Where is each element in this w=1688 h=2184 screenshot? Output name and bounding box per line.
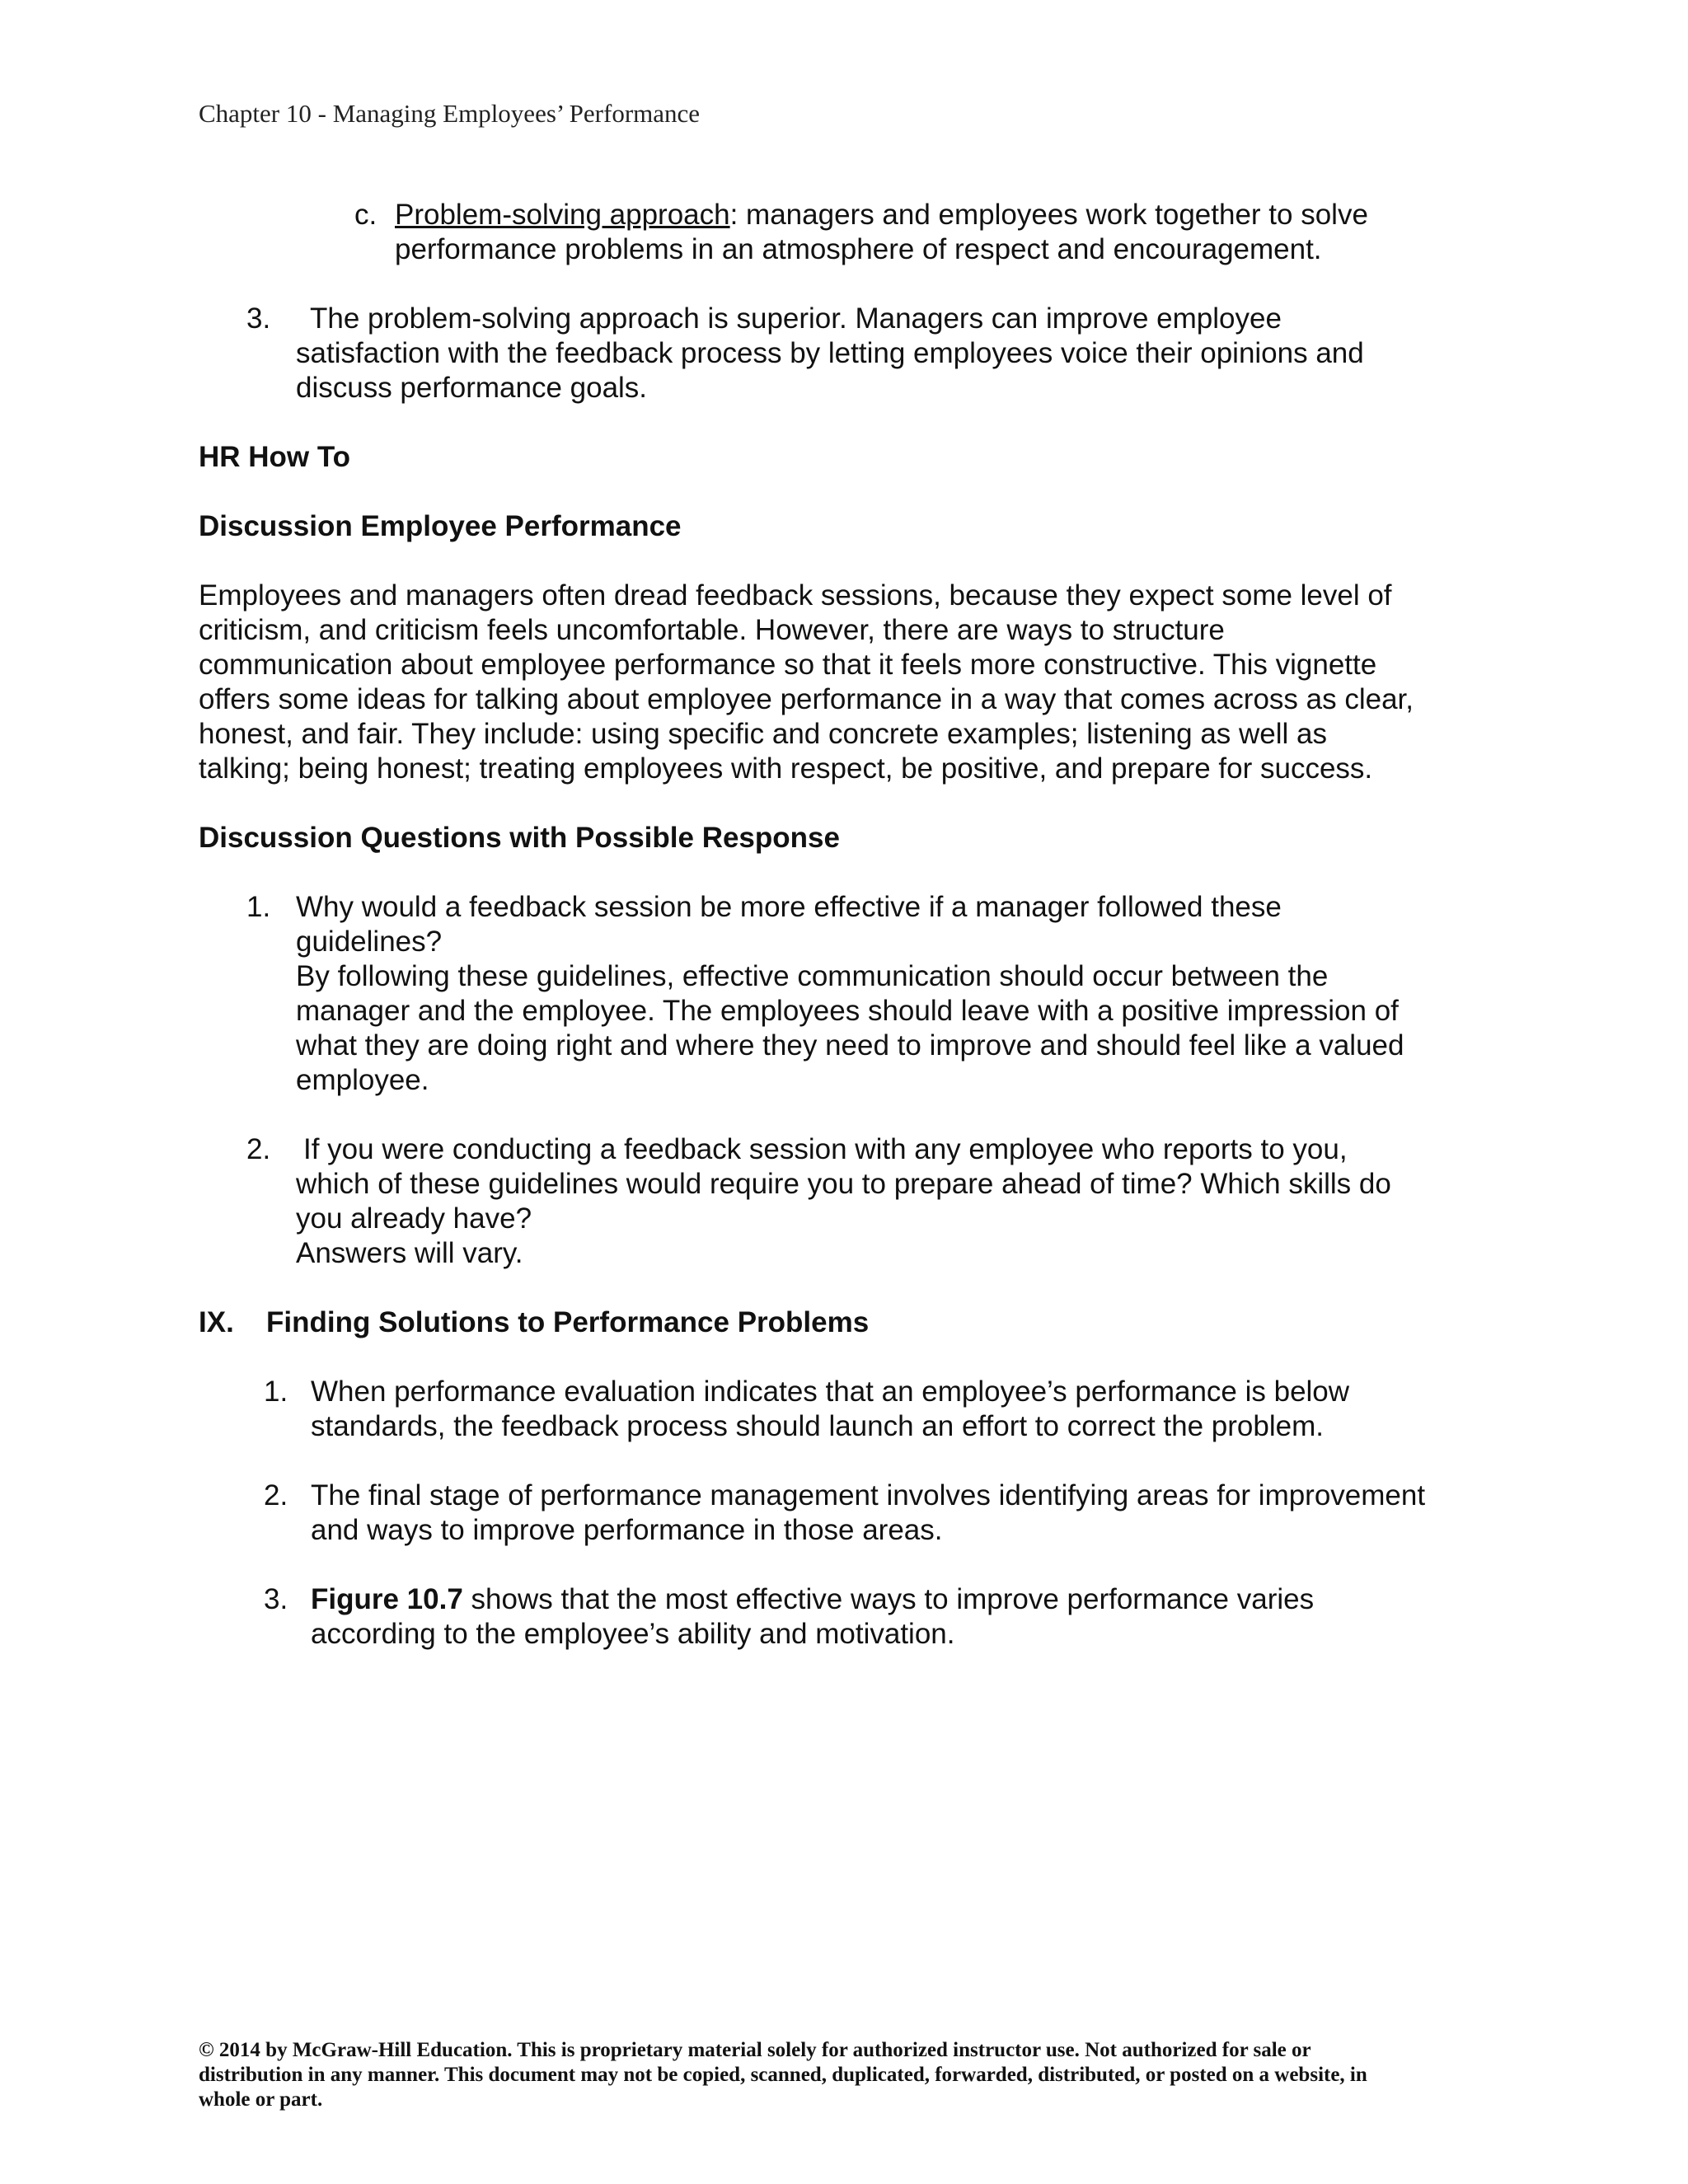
hr-how-to-paragraph [199,579,1414,786]
text-line: standards, the feedback process should launch an effort to correct the problem. [311,1410,1324,1442]
text-line: you already have? [296,1202,532,1235]
text-line: The problem-solving approach is superior. Managers can improve employee [310,302,1282,335]
item-3-line1-rest: shows that the most effective ways to improve performance varies [462,1583,1315,1615]
item-c-line2: performance problems in an atmosphere of respect and encouragement. [395,233,1322,265]
text-line: honest, and fair. They include: using specific and concrete examples; listening as well as [199,718,1328,750]
footer-line: whole or part. [199,2088,323,2111]
list-item-c [395,198,1368,267]
list-marker: 1. [246,891,271,923]
text-line: criticism, and criticism feels uncomfortable. However, there are ways to structure [199,614,1225,646]
text-line: discuss performance goals. [296,372,648,404]
text-line: If you were conducting a feedback session with any employee who reports to you, [303,1133,1348,1165]
text-line: By following these guidelines, effective communication should occur between the [296,960,1329,992]
text-line: offers some ideas for talking about employee performance in a way that comes across as clear, [199,683,1414,715]
list-marker: 2. [246,1133,271,1165]
text-line: Answers will vary. [296,1237,523,1269]
text-line: Employees and managers often dread feedback sessions, because they expect some level of [199,579,1392,612]
text-line: talking; being honest; treating employees with respect, be positive, and prepare for success. [199,752,1373,785]
text-line: what they are doing right and where they need to improve and should feel like a valued [296,1029,1404,1062]
text-line: which of these guidelines would require you to prepare ahead of time? Which skills do [296,1168,1391,1200]
figure-reference: Figure 10.7 [311,1583,463,1615]
list-marker: 3. [264,1583,288,1615]
section-numeral: IX. [199,1306,234,1338]
questions-heading: Discussion Questions with Possible Response [199,822,840,854]
subheading-discussion: Discussion Employee Performance [199,510,682,542]
text-line: employee. [296,1064,429,1096]
text-line: Why would a feedback session be more effective if a manager followed these [296,891,1282,923]
section-ix-title: Finding Solutions to Performance Problems [266,1306,870,1338]
question-item-1 [296,890,1404,1098]
running-header: Chapter 10 - Managing Employees’ Performance [199,99,701,128]
text-line: The final stage of performance management involves identifying areas for improvement [311,1479,1426,1511]
question-item-2 [296,1132,1391,1271]
term-problem-solving-approach: Problem-solving approach [395,199,730,231]
list-item-3 [296,302,1364,405]
list-marker: 1. [264,1376,288,1408]
section-ix-item-3 [311,1582,1314,1652]
text-line: communication about employee performance so that it feels more constructive. This vignette [199,649,1377,681]
item-c-line1-rest: : managers and employees work together to solve [729,199,1368,231]
text-line: satisfaction with the feedback process by letting employees voice their opinions and [296,337,1364,369]
text-line: manager and the employee. The employees should leave with a positive impression of [296,995,1399,1027]
list-marker: c. [354,199,377,231]
text-line: and ways to improve performance in those areas. [311,1514,943,1546]
footer-line: © 2014 by McGraw-Hill Education. This is proprietary material solely for authorized instructor use. Not authorized for sale or [199,2039,1311,2061]
footer-line: distribution in any manner. This document may not be copied, scanned, duplicated, forwarded, distributed, or posted on a website, in [199,2064,1367,2086]
copyright-footer [199,2038,1484,2112]
section-ix-item-1 [311,1375,1349,1444]
list-marker: 2. [264,1479,288,1511]
text-line: according to the employee’s ability and motivation. [311,1618,955,1650]
text-line: When performance evaluation indicates that an employee’s performance is below [311,1376,1350,1408]
section-ix-item-2 [311,1479,1425,1548]
text-line: guidelines? [296,926,443,958]
section-heading-hr-how-to: HR How To [199,441,351,473]
list-marker: 3. [246,302,271,335]
